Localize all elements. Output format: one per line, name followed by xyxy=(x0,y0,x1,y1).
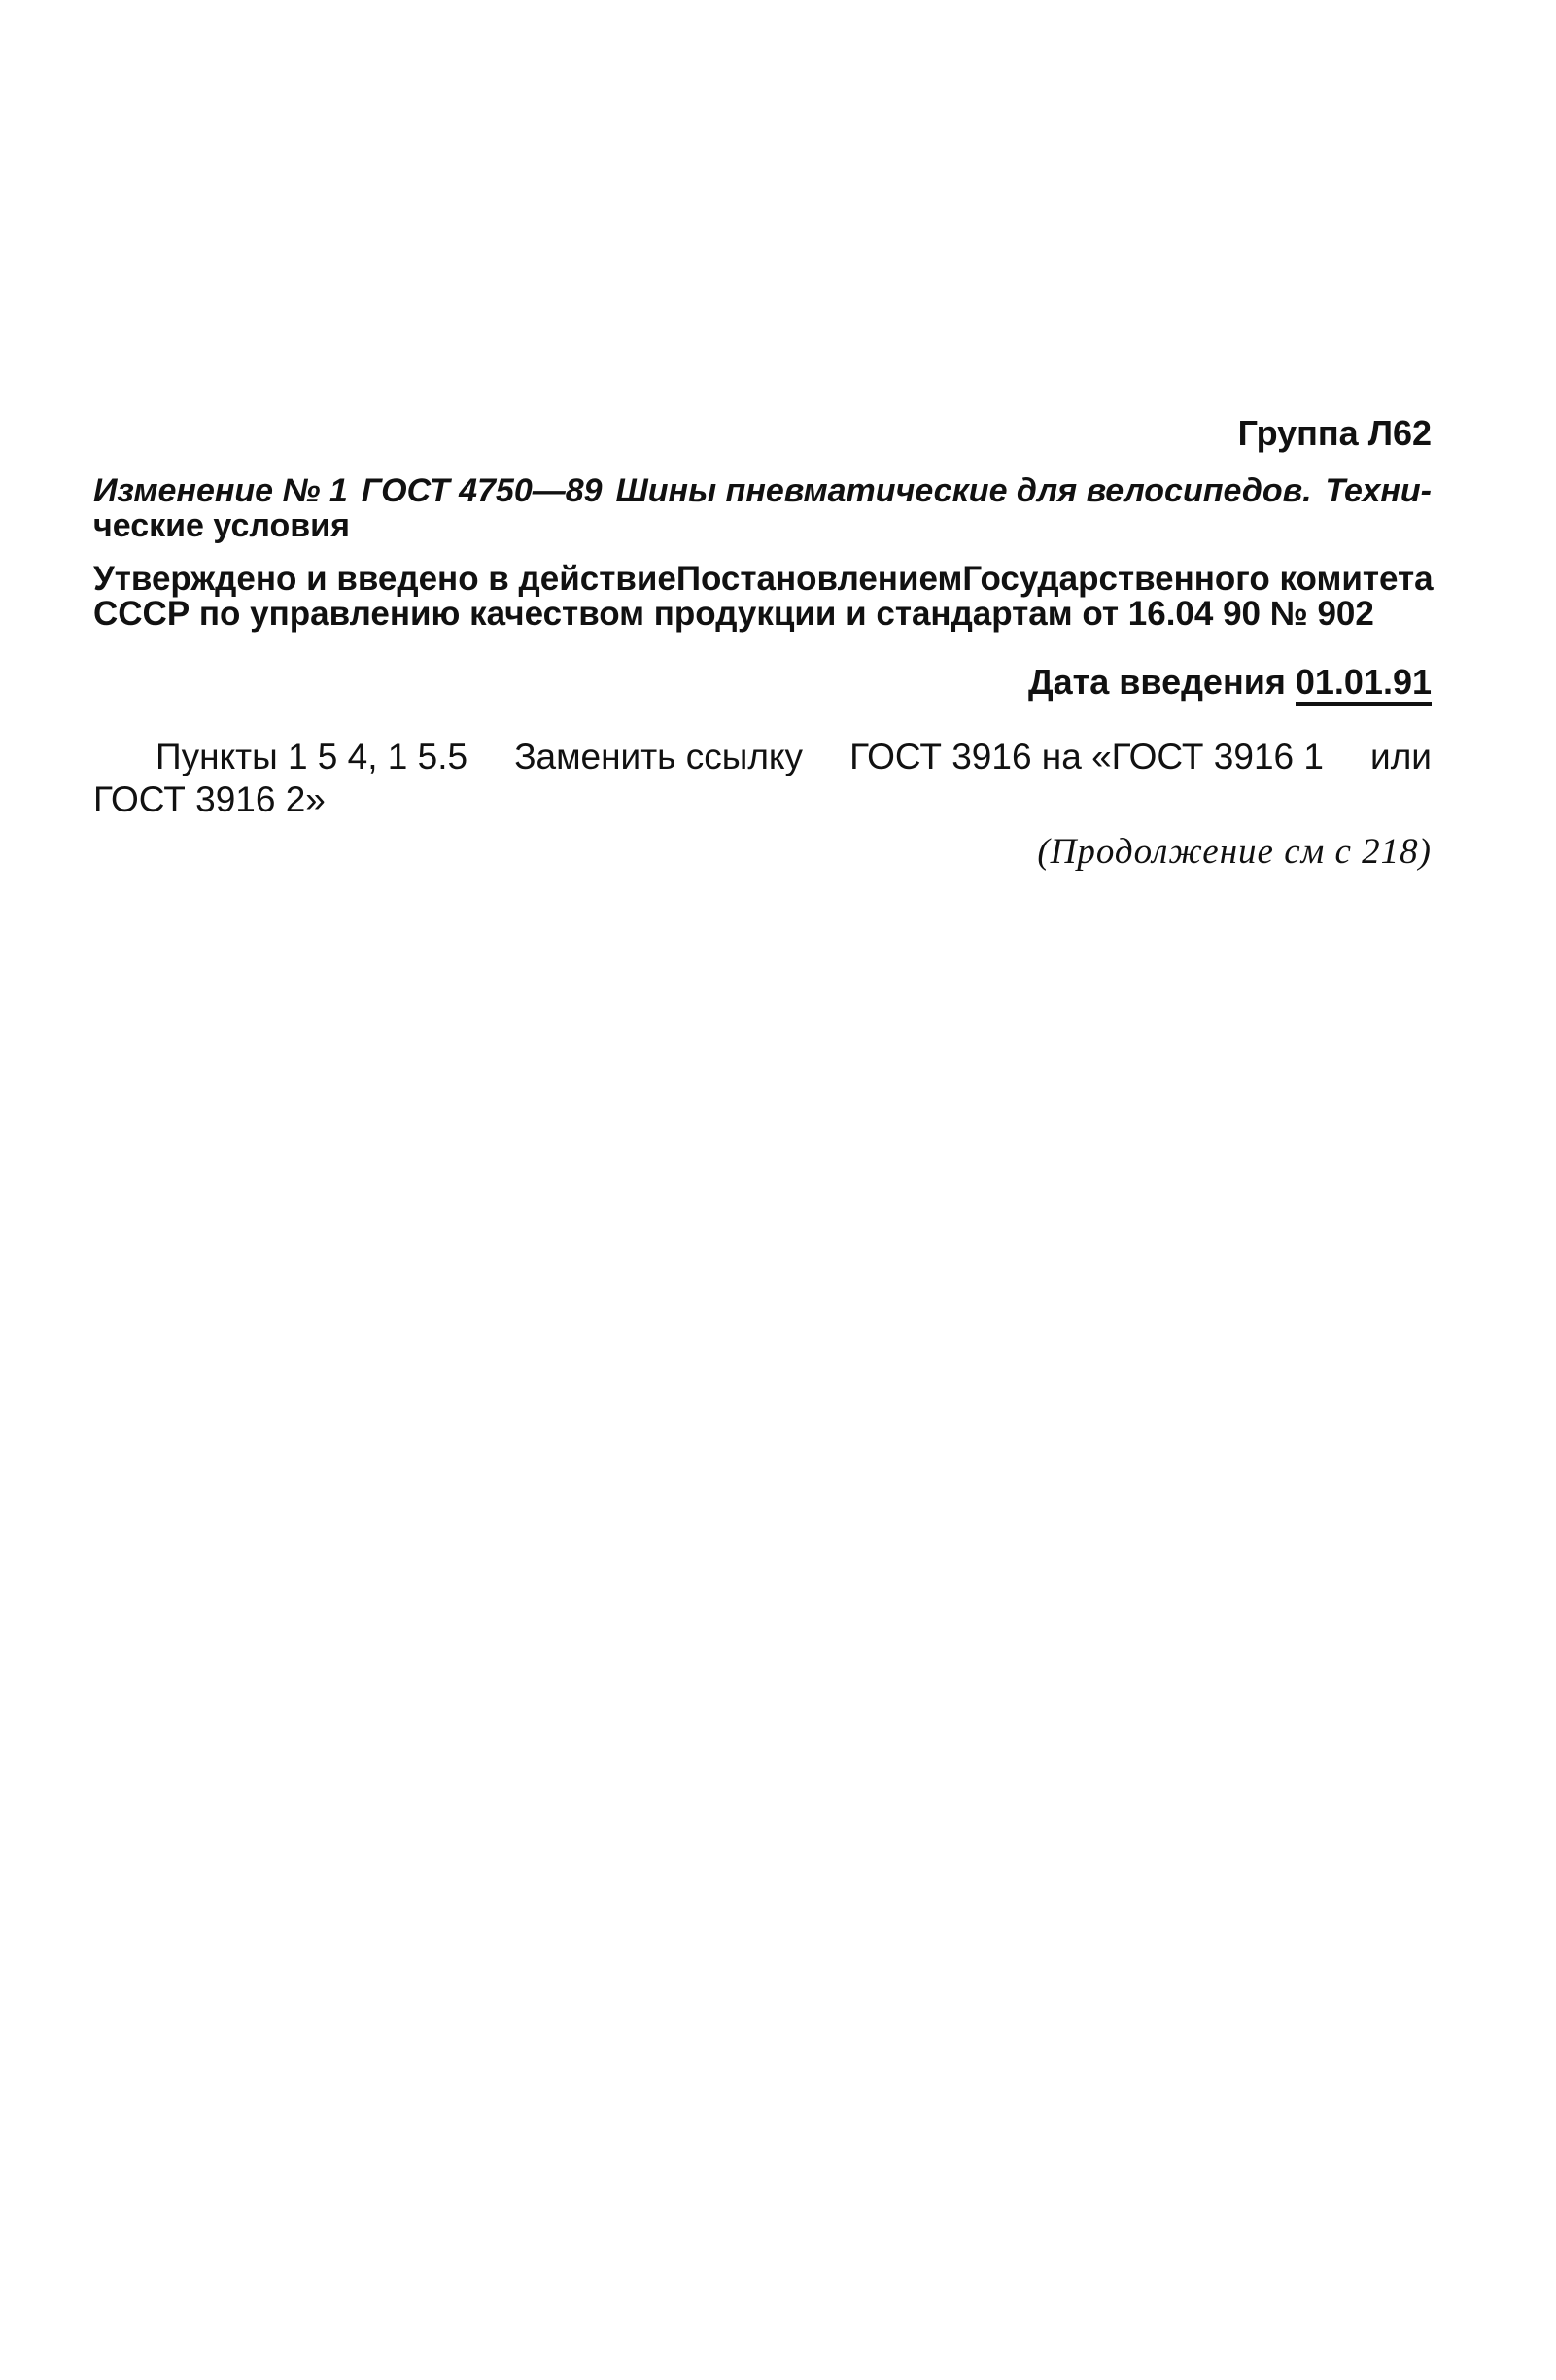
title-line-2: ческие условия xyxy=(93,507,350,544)
body-text-b: Заменить ссылку xyxy=(514,737,804,776)
standard-title: Шины пневматические для велосипедов. xyxy=(615,472,1312,509)
effective-date xyxy=(1027,662,1432,706)
body-text-a: Пункты 1 5 4, 1 5.5 xyxy=(156,737,468,776)
body-text-c: ГОСТ 3916 на «ГОСТ 3916 1 xyxy=(849,737,1324,776)
body-text-d: или xyxy=(1370,737,1432,776)
approval-line-1 xyxy=(93,562,1432,596)
approval-line-2: СССР по управлению качеством продукции и стандартам от 16.04 90 № 902 xyxy=(93,595,1374,633)
effective-date-label: Дата введения xyxy=(1027,662,1286,702)
body-line-2: ГОСТ 3916 2» xyxy=(93,779,326,819)
title-line-1 xyxy=(93,474,1432,507)
standard-title-hyphenated: Техни- xyxy=(1325,472,1432,509)
approval-text-b: Постановлением xyxy=(675,560,963,598)
effective-date-value: 01.01.91 xyxy=(1296,665,1432,706)
body-line-1 xyxy=(156,739,1432,775)
standard-number: ГОСТ 4750—89 xyxy=(361,472,603,509)
approval-text-a: Утверждено и введено в действие xyxy=(93,560,676,598)
continuation-note: (Продолжение см с 218) xyxy=(1037,832,1432,872)
change-number: Изменение № 1 xyxy=(93,472,348,509)
group-code: Группа Л62 xyxy=(1237,413,1432,453)
approval-text-c: Государственного комитета xyxy=(962,560,1434,598)
